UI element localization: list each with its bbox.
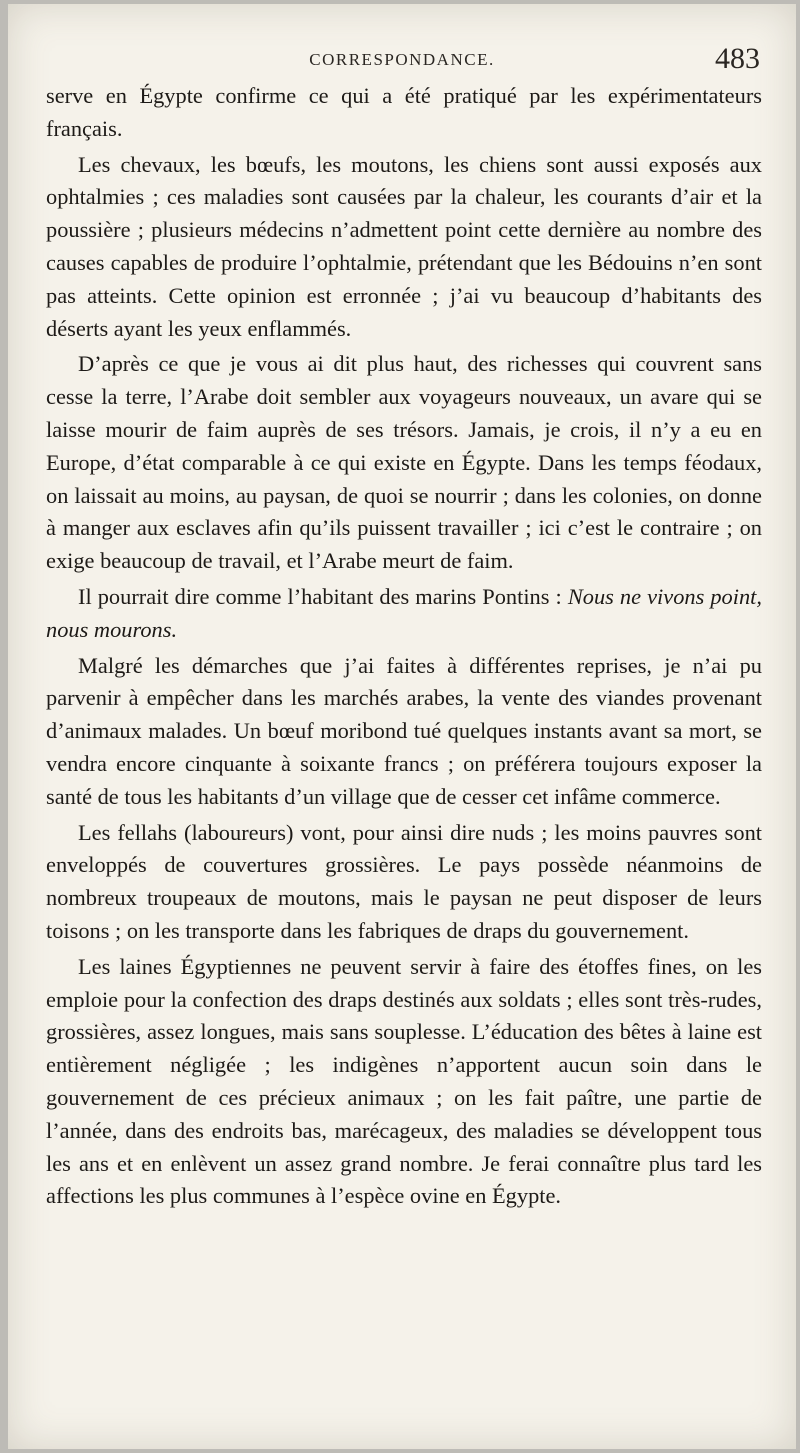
paragraph-4-text: Il pourrait dire comme l’habitant des marins Pontins : [78, 583, 568, 609]
paragraph-7: Les laines Égyptiennes ne peuvent servir à faire des étoffes fines, on les emploie pour la confection des draps destinés aux soldats ; elles sont très-rudes, grossières, assez longues, mais sans souplesse. L’éducation des bêtes à laine est entièrement négligée ; les indigènes n’apportent aucun soin dans le gouvernement de ces précieux animaux ; on les fait paître, une partie de l’année, dans des endroits bas, marécageux, des maladies se développent tous les ans et en enlèvent un assez grand nombre. Je ferai connaître plus tard les affections les plus communes à l’espèce ovine en Égypte. [46, 953, 762, 1209]
paragraph-6: Les fellahs (laboureurs) vont, pour ainsi dire nuds ; les moins pauvres sont enveloppés de couvertures grossières. Le pays possède néanmoins de nombreux troupeaux de moutons, mais le paysan ne peut disposer de leurs toisons ; on les transporte dans les fabriques de draps du gouvernement. [46, 819, 762, 943]
paragraph-5: Malgré les démarches que j’ai faites à différentes reprises, je n’ai pu parvenir à empêcher dans les marchés arabes, la vente des viandes provenant d’animaux malades. Un bœuf moribond tué quelques instants avant sa mort, se vendra encore cinquante à soixante francs ; on préférera toujours exposer la santé de tous les habitants d’un village que de cesser cet infâme commerce. [46, 652, 762, 809]
page-number: 483 [715, 42, 760, 75]
paragraph-1: serve en Égypte confirme ce qui a été pratiqué par les expérimentateurs français. [46, 83, 762, 141]
page-header [8, 42, 796, 82]
paragraph-3: D’après ce que je vous ai dit plus haut, des richesses qui couvrent sans cesse la terre, l’Arabe doit sembler aux voyageurs nouveaux, un avare qui se laisse mourir de faim auprès de ses trésors. Jamais, je crois, il n’y a eu en Europe, d’état comparable à ce qui existe en Égypte. Dans les temps féodaux, on laissait au moins, au paysan, de quoi se nourrir ; dans les colonies, on donne à manger aux esclaves afin qu’ils puissent travailler ; ici c’est le contraire ; on exige beaucoup de travail, et l’Arabe meurt de faim. [46, 351, 762, 574]
paragraph-2: Les chevaux, les bœufs, les moutons, les chiens sont aussi exposés aux ophtalmies ; ces maladies sont causées par la chaleur, les courants d’air et la poussière ; plusieurs médecins n’admettent point cette dernière au nombre des causes capables de produire l’ophtalmie, prétendant que les Bédouins n’en sont pas atteints. Cette opinion est erronnée ; j’ai vu beaucoup d’habitants des déserts ayant les yeux enflammés. [46, 151, 762, 341]
running-title: CORRESPONDANCE. [309, 50, 495, 69]
body-text [46, 80, 762, 1216]
book-page [8, 4, 796, 1449]
italic-quote: Nous ne vivons point, nous mourons. [46, 583, 762, 642]
paragraph-4 [46, 581, 762, 647]
